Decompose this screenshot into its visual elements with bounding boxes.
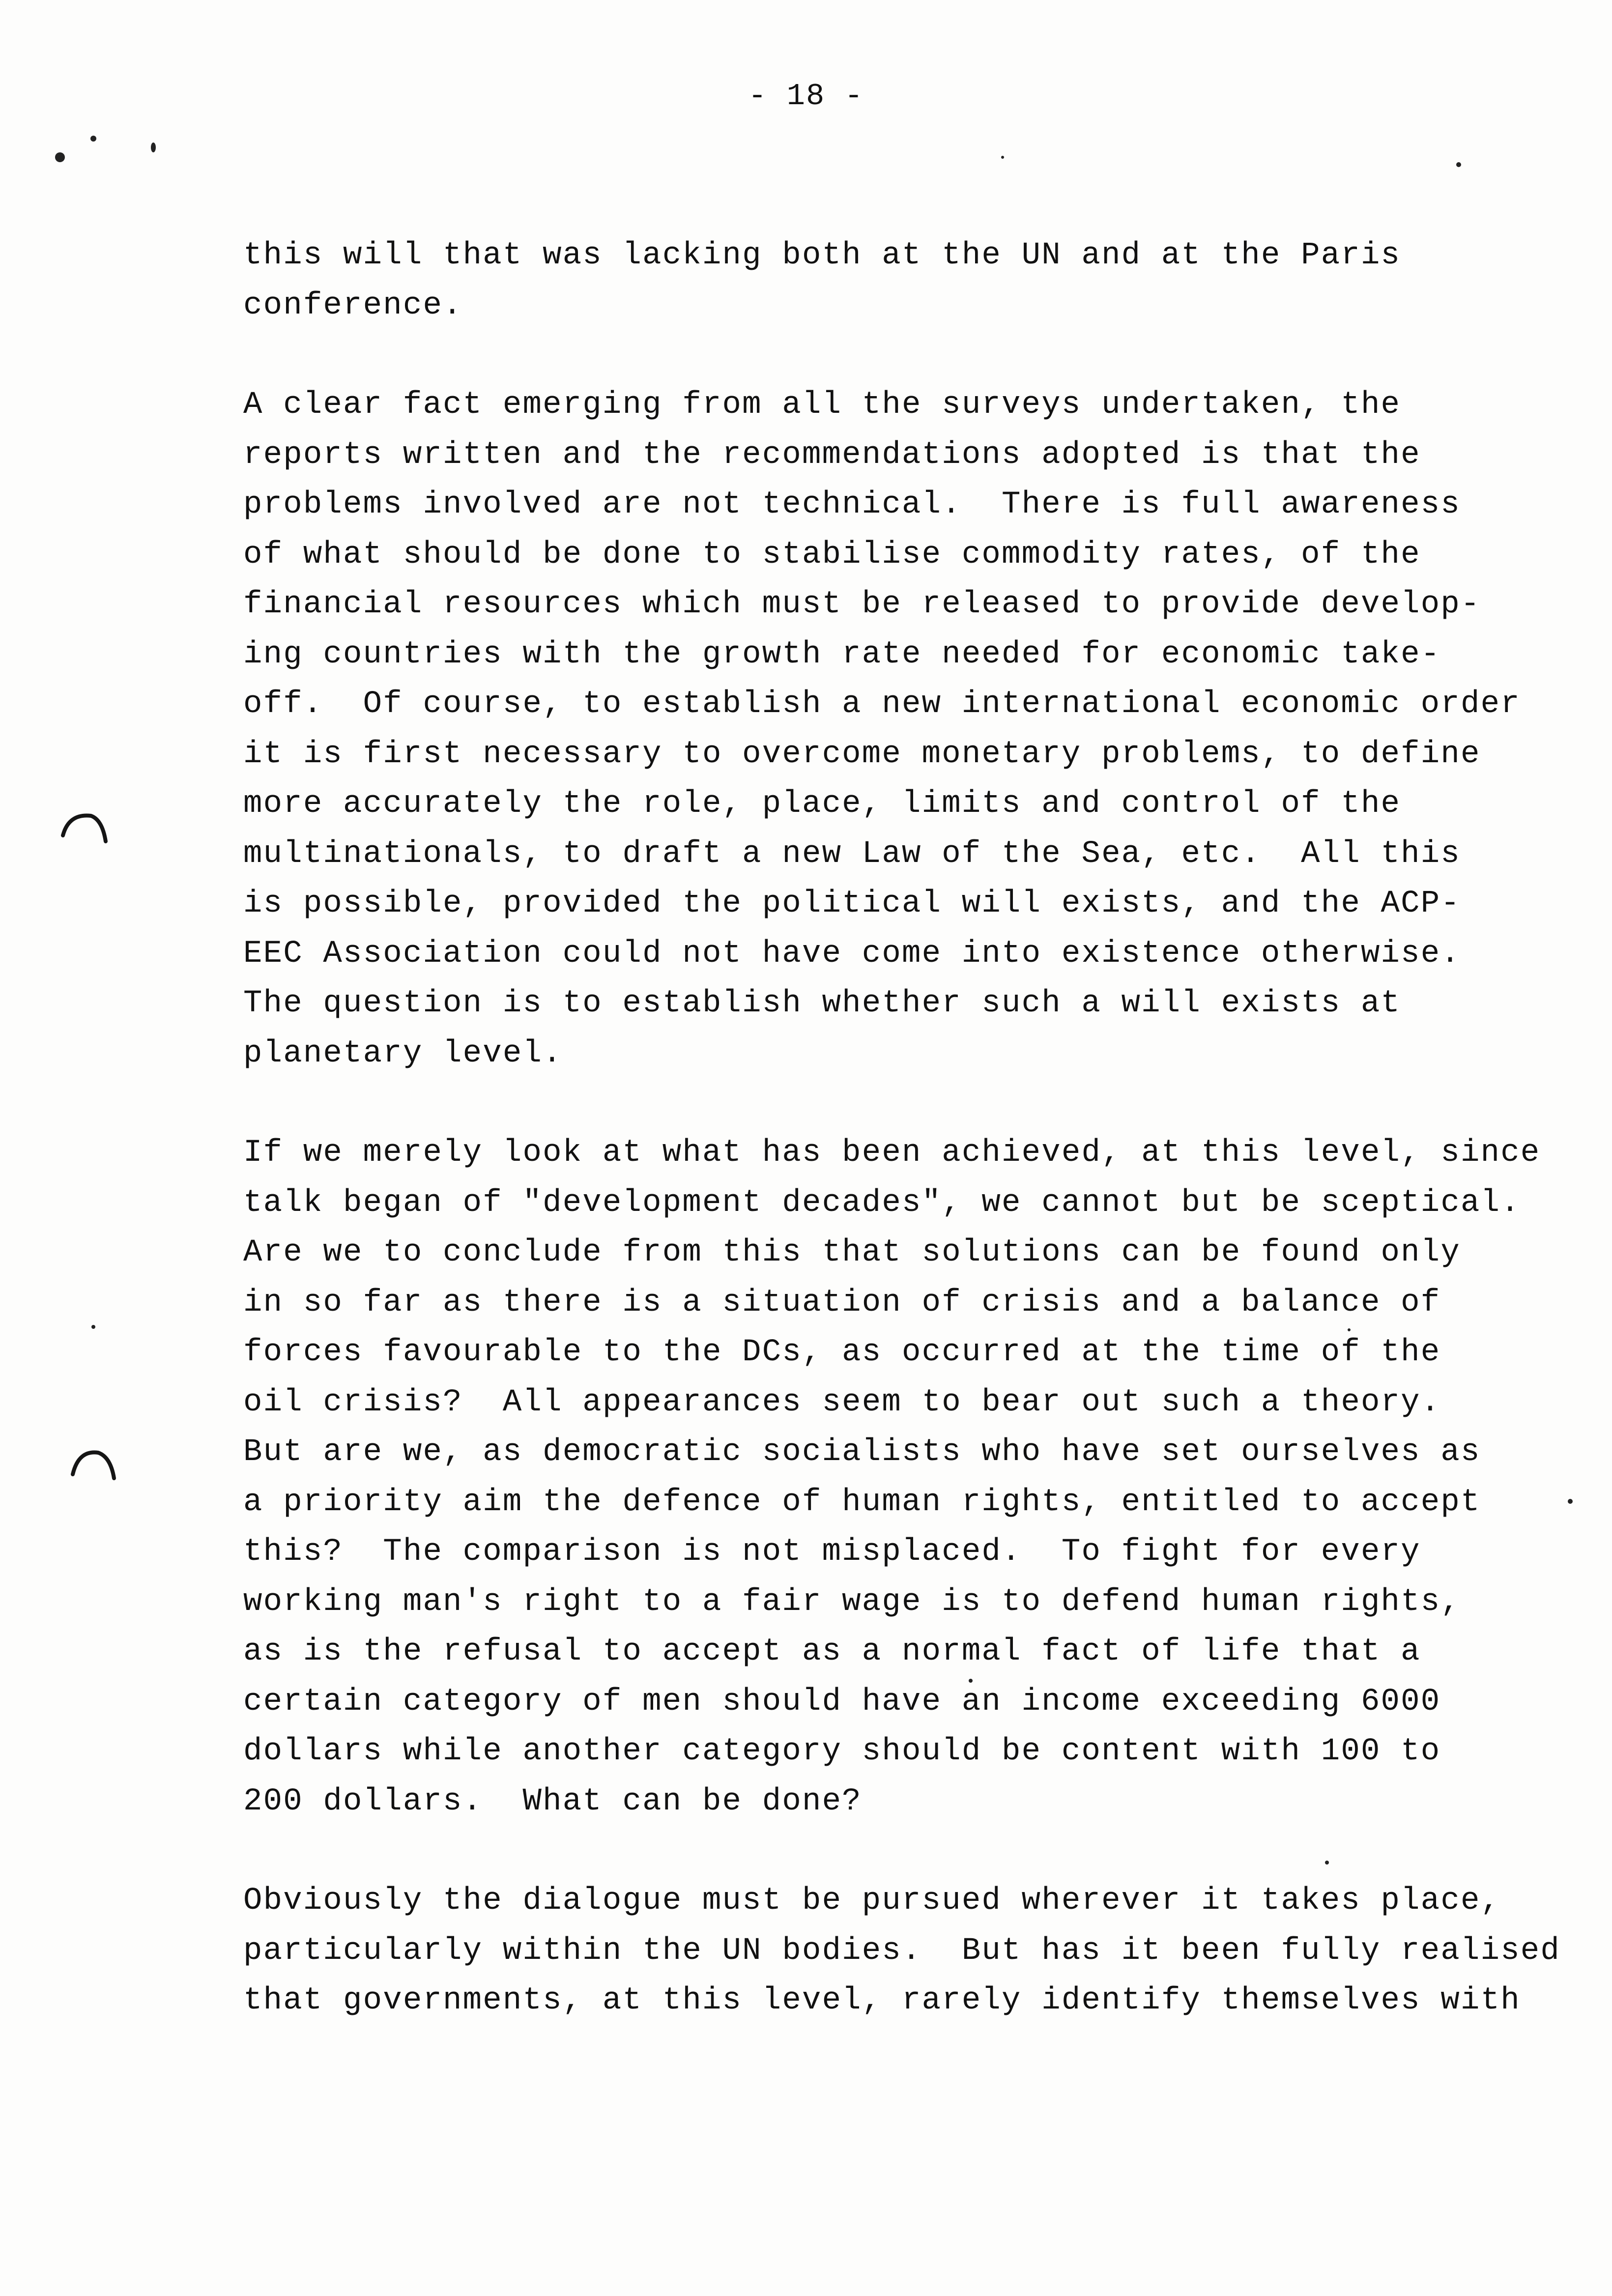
text-line: off. Of course, to establish a new international economic order [243,687,1521,722]
text-line: Obviously the dialogue must be pursued wherever it takes place, [243,1883,1501,1919]
text-line: conference. [243,287,463,323]
punch-hole-mark-bottom [73,1452,114,1478]
text-line: reports written and the recommendations adopted is that the [243,437,1421,473]
body-text [243,231,1610,2076]
text-line: of what should be done to stabilise commodity rates, of the [243,537,1421,573]
text-line: this? The comparison is not misplaced. To fight for every [243,1534,1421,1570]
paragraph-1 [243,231,1610,331]
punch-hole-mark-top [63,816,106,842]
text-line: problems involved are not technical. There is full awareness [243,487,1461,522]
text-line: ing countries with the growth rate needed for economic take- [243,636,1441,672]
text-line: particularly within the UN bodies. But has it been fully realised [243,1933,1561,1969]
page-number: - 18 - [748,79,864,114]
text-line: EEC Association could not have come into existence otherwise. [243,936,1461,972]
text-line: 200 dollars. What can be done? [243,1783,862,1819]
text-line: is possible, provided the political will exists, and the ACP- [243,886,1461,921]
text-line: multinationals, to draft a new Law of the Sea, etc. All this [243,836,1461,872]
text-line: working man's right to a fair wage is to defend human rights, [243,1584,1461,1620]
text-line: If we merely look at what has been achieved, at this level, since [243,1135,1541,1171]
text-line: oil crisis? All appearances seem to bear out such a theory. [243,1384,1441,1420]
paragraph-4 [243,1876,1610,2026]
text-line: forces favourable to the DCs, as occurred at the time of the [243,1335,1441,1370]
text-line: The question is to establish whether such a will exists at [243,986,1401,1021]
text-line: Are we to conclude from this that solutions can be found only [243,1235,1461,1270]
text-line: more accurately the role, place, limits and control of the [243,786,1401,822]
text-line: a priority aim the defence of human rights, entitled to accept [243,1484,1481,1520]
text-line: it is first necessary to overcome monetary problems, to define [243,736,1481,772]
text-line: this will that was lacking both at the UN and at the Paris [243,238,1401,273]
paragraph-3 [243,1128,1610,1827]
text-line: that governments, at this level, rarely identify themselves with [243,1983,1521,2018]
text-line: But are we, as democratic socialists who have set ourselves as [243,1435,1481,1470]
paragraph-2 [243,380,1610,1079]
text-line: in so far as there is a situation of crisis and a balance of [243,1285,1441,1320]
text-line: A clear fact emerging from all the surveys undertaken, the [243,387,1401,423]
text-line: certain category of men should have an income exceeding 6000 [243,1684,1441,1720]
text-line: as is the refusal to accept as a normal fact of life that a [243,1634,1421,1669]
text-line: dollars while another category should be content with 100 to [243,1734,1441,1769]
text-line: talk began of "development decades", we cannot but be sceptical. [243,1185,1521,1221]
text-line: planetary level. [243,1035,563,1071]
text-line: financial resources which must be released to provide develop- [243,587,1481,622]
